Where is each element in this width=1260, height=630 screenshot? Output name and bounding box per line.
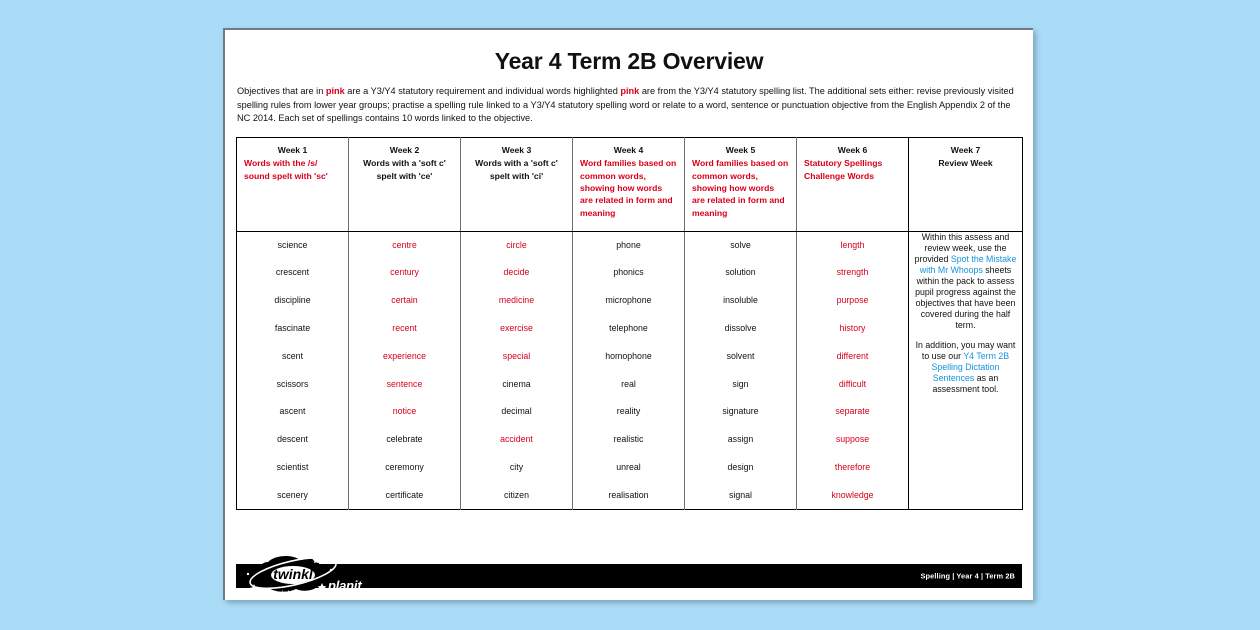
word-cell: ascent xyxy=(237,398,349,426)
column-header-week-3 xyxy=(461,137,573,231)
word-cell: ceremony xyxy=(349,454,461,482)
word-list-body xyxy=(237,231,1023,509)
word-cell: insoluble xyxy=(685,287,797,315)
review-note-text: as an assessment tool. xyxy=(932,372,999,394)
table-row xyxy=(237,259,1023,287)
word-cell: special xyxy=(461,342,573,370)
word-cell: phone xyxy=(573,231,685,259)
word-cell: scenery xyxy=(237,481,349,509)
footer-meta: Spelling | Year 4 | Term 2B xyxy=(920,571,1015,581)
review-note-paragraph xyxy=(913,340,1018,395)
word-cell: medicine xyxy=(461,287,573,315)
word-cell: realisation xyxy=(573,481,685,509)
table-row xyxy=(237,342,1023,370)
word-cell: difficult xyxy=(797,370,909,398)
word-cell: knowledge xyxy=(797,481,909,509)
week-objective-3: Words with a 'soft c' spelt with 'ci' xyxy=(475,158,558,181)
week-objective-5: Word families based on common words, showing how words are related in form and meaning xyxy=(692,158,789,218)
spot-the-mistake-link[interactable]: Spot the Mistake with Mr Whoops xyxy=(919,253,1017,275)
dictation-sentences-link[interactable]: Y4 Term 2B Spelling Dictation Sentences xyxy=(931,350,1010,383)
review-week-note xyxy=(909,231,1023,509)
word-cell: scissors xyxy=(237,370,349,398)
word-cell: sign xyxy=(685,370,797,398)
document-page xyxy=(223,28,1033,600)
table-row xyxy=(237,481,1023,509)
word-cell: solve xyxy=(685,231,797,259)
word-cell: accident xyxy=(461,426,573,454)
word-cell: different xyxy=(797,342,909,370)
word-cell: circle xyxy=(461,231,573,259)
week-objective-4: Word families based on common words, showing how words are related in form and meaning xyxy=(580,158,677,218)
table-row xyxy=(237,287,1023,315)
word-cell: real xyxy=(573,370,685,398)
word-cell: dissolve xyxy=(685,315,797,343)
review-note-paragraph xyxy=(913,232,1018,331)
word-cell: homophone xyxy=(573,342,685,370)
intro-part-2: are a Y3/Y4 statutory requirement and individual words highlighted xyxy=(344,86,621,96)
word-cell: signature xyxy=(685,398,797,426)
week-objective-2: Words with a 'soft c' spelt with 'ce' xyxy=(363,158,446,181)
word-cell: citizen xyxy=(461,481,573,509)
table-row xyxy=(237,370,1023,398)
word-cell: experience xyxy=(349,342,461,370)
review-note-text: sheets within the pack to assess pupil progress against the objectives that have been covered during the half term. xyxy=(915,264,1016,330)
word-cell: scent xyxy=(237,342,349,370)
twinkl-url: twinkl.co.uk xyxy=(274,590,312,597)
week-objective-7: Review Week xyxy=(938,158,993,169)
week-label-5: Week 5 xyxy=(725,144,756,155)
planit-wordmark: planit xyxy=(328,578,362,593)
week-label-2: Week 2 xyxy=(389,144,420,155)
table-row xyxy=(237,398,1023,426)
table-row xyxy=(237,426,1023,454)
word-cell: length xyxy=(797,231,909,259)
word-cell: sentence xyxy=(349,370,461,398)
review-note-text: Within this assess and review week, use the provided xyxy=(914,231,1010,264)
intro-paragraph xyxy=(237,85,1021,126)
word-cell: therefore xyxy=(797,454,909,482)
table-row xyxy=(237,454,1023,482)
column-header-week-1 xyxy=(237,137,349,231)
word-cell: science xyxy=(237,231,349,259)
word-cell: recent xyxy=(349,315,461,343)
word-cell: strength xyxy=(797,259,909,287)
word-cell: separate xyxy=(797,398,909,426)
page-title: Year 4 Term 2B Overview xyxy=(494,48,764,74)
word-cell: certain xyxy=(349,287,461,315)
word-cell: decide xyxy=(461,259,573,287)
word-cell: crescent xyxy=(237,259,349,287)
table-row xyxy=(237,315,1023,343)
word-cell: discipline xyxy=(237,287,349,315)
word-cell: scientist xyxy=(237,454,349,482)
overview-table xyxy=(236,137,1023,510)
word-cell: suppose xyxy=(797,426,909,454)
word-cell: city xyxy=(461,454,573,482)
word-cell: telephone xyxy=(573,315,685,343)
week-label-4: Week 4 xyxy=(613,144,644,155)
word-cell: phonics xyxy=(573,259,685,287)
intro-part-3: are from the Y3/Y4 statutory spelling list. The additional sets either: revise previously visited spelling rules from lower year groups; practise a spelling rule linked to a Y3/Y4 statutory spelling word or relate to a word, sentence or punctuation objective from the English Appendix 2 of the NC 2014. Each set of spellings contains 10 words linked to the objective. xyxy=(237,86,1014,124)
word-cell: centre xyxy=(349,231,461,259)
week-label-3: Week 3 xyxy=(501,144,532,155)
table-row xyxy=(237,231,1023,259)
word-cell: reality xyxy=(573,398,685,426)
intro-pink-1: pink xyxy=(325,86,345,96)
column-header-week-6 xyxy=(797,137,909,231)
word-cell: fascinate xyxy=(237,315,349,343)
word-cell: solvent xyxy=(685,342,797,370)
table-header-row xyxy=(237,137,1023,231)
word-cell: notice xyxy=(349,398,461,426)
intro-part-1: Objectives that are in xyxy=(237,86,326,96)
week-objective-6: Statutory Spellings Challenge Words xyxy=(804,158,883,181)
intro-pink-2: pink xyxy=(620,86,640,96)
word-cell: unreal xyxy=(573,454,685,482)
twinkl-wordmark: twinkl xyxy=(273,566,313,582)
word-cell: solution xyxy=(685,259,797,287)
week-objective-1: Words with the /s/ sound spelt with 'sc' xyxy=(244,158,328,181)
column-header-week-5 xyxy=(685,137,797,231)
word-cell: century xyxy=(349,259,461,287)
word-cell: exercise xyxy=(461,315,573,343)
footer-bar xyxy=(236,564,1022,597)
word-cell: decimal xyxy=(461,398,573,426)
column-header-week-4 xyxy=(573,137,685,231)
word-cell: realistic xyxy=(573,426,685,454)
word-cell: assign xyxy=(685,426,797,454)
column-header-week-2 xyxy=(349,137,461,231)
week-label-1: Week 1 xyxy=(277,144,308,155)
word-cell: certificate xyxy=(349,481,461,509)
word-cell: microphone xyxy=(573,287,685,315)
review-note-text: In addition, you may want to use our xyxy=(915,339,1016,361)
word-cell: cinema xyxy=(461,370,573,398)
word-cell: purpose xyxy=(797,287,909,315)
week-label-6: Week 6 xyxy=(837,144,868,155)
word-cell: celebrate xyxy=(349,426,461,454)
week-label-7: Week 7 xyxy=(950,144,981,155)
word-cell: design xyxy=(685,454,797,482)
column-header-week-7 xyxy=(909,137,1023,231)
word-cell: descent xyxy=(237,426,349,454)
word-cell: history xyxy=(797,315,909,343)
word-cell: signal xyxy=(685,481,797,509)
